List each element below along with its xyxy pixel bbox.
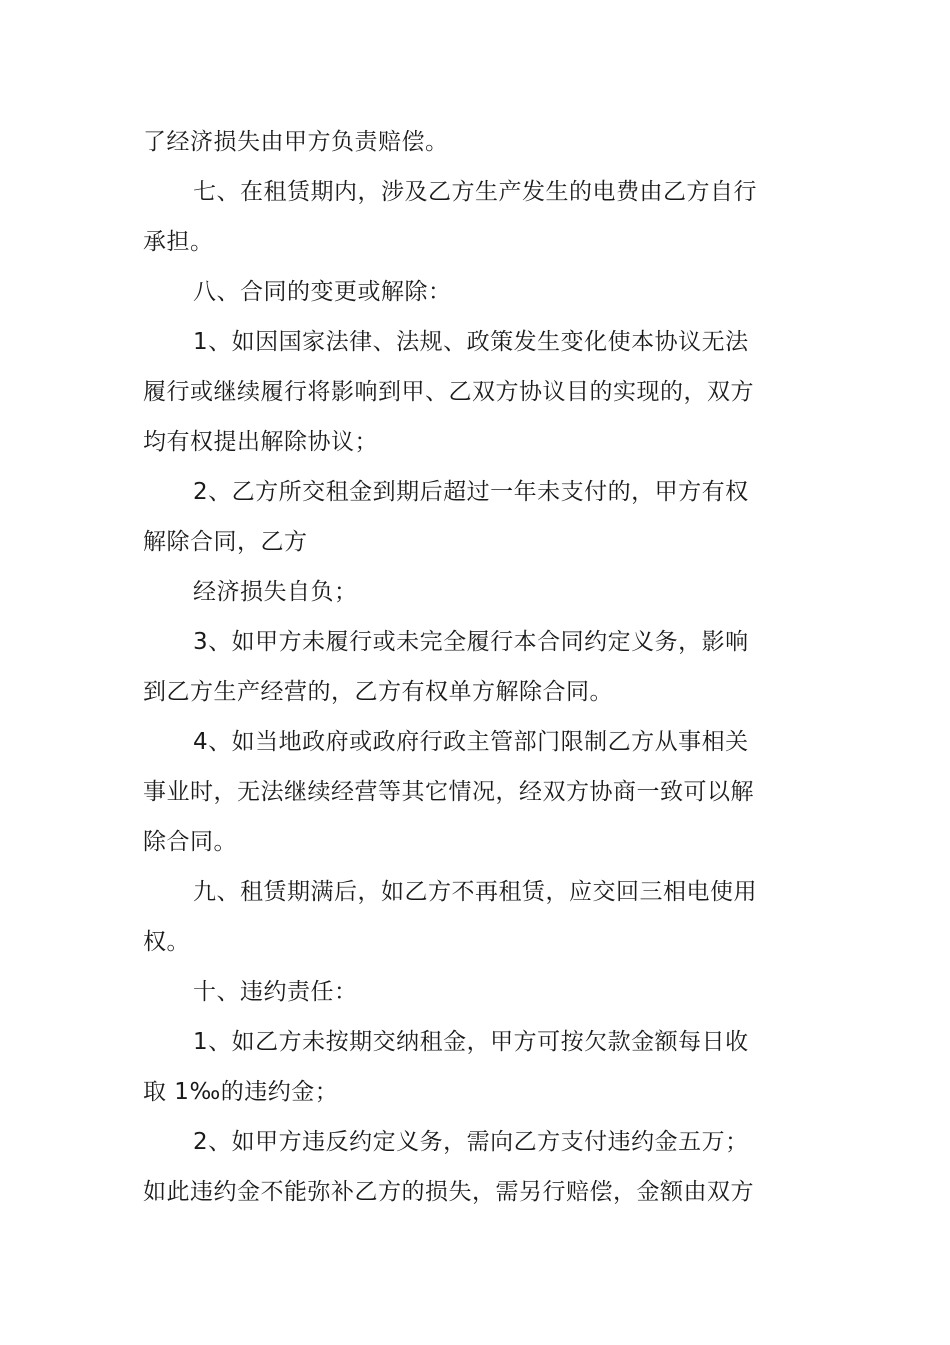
- text-line: 八、合同的变更或解除：: [193, 279, 452, 305]
- text-line: 经济损失自负；: [193, 579, 358, 605]
- text-line: 1、如乙方未按期交纳租金，甲方可按欠款金额每日收: [193, 1029, 749, 1055]
- text-line: 3、如甲方未履行或未完全履行本合同约定义务，影响: [193, 629, 749, 655]
- text-line: 九、租赁期满后，如乙方不再租赁，应交回三相电使用: [193, 879, 757, 905]
- text-line: 了经济损失由甲方负责赔偿。: [143, 129, 449, 155]
- text-line: 十、违约责任：: [193, 979, 358, 1005]
- text-line: 1、如因国家法律、法规、政策发生变化使本协议无法: [193, 329, 749, 355]
- text-line: 4、如当地政府或政府行政主管部门限制乙方从事相关: [193, 729, 749, 755]
- text-line: 如此违约金不能弥补乙方的损失，需另行赔偿，金额由双方: [143, 1179, 754, 1205]
- text-line: 事业时，无法继续经营等其它情况，经双方协商一致可以解: [143, 779, 754, 805]
- text-line: 均有权提出解除协议；: [143, 429, 378, 455]
- text-line: 取 1‰的违约金；: [143, 1079, 339, 1105]
- text-line: 权。: [143, 929, 190, 955]
- text-line: 到乙方生产经营的，乙方有权单方解除合同。: [143, 679, 613, 705]
- text-line: 除合同。: [143, 829, 237, 855]
- text-line: 2、如甲方违反约定义务，需向乙方支付违约金五万；: [193, 1129, 749, 1155]
- text-line: 解除合同，乙方: [143, 529, 308, 555]
- text-line: 履行或继续履行将影响到甲、乙双方协议目的实现的，双方: [143, 379, 754, 405]
- text-line: 2、乙方所交租金到期后超过一年未支付的，甲方有权: [193, 479, 749, 505]
- text-line: 承担。: [143, 229, 214, 255]
- text-line: 七、在租赁期内，涉及乙方生产发生的电费由乙方自行: [193, 179, 757, 205]
